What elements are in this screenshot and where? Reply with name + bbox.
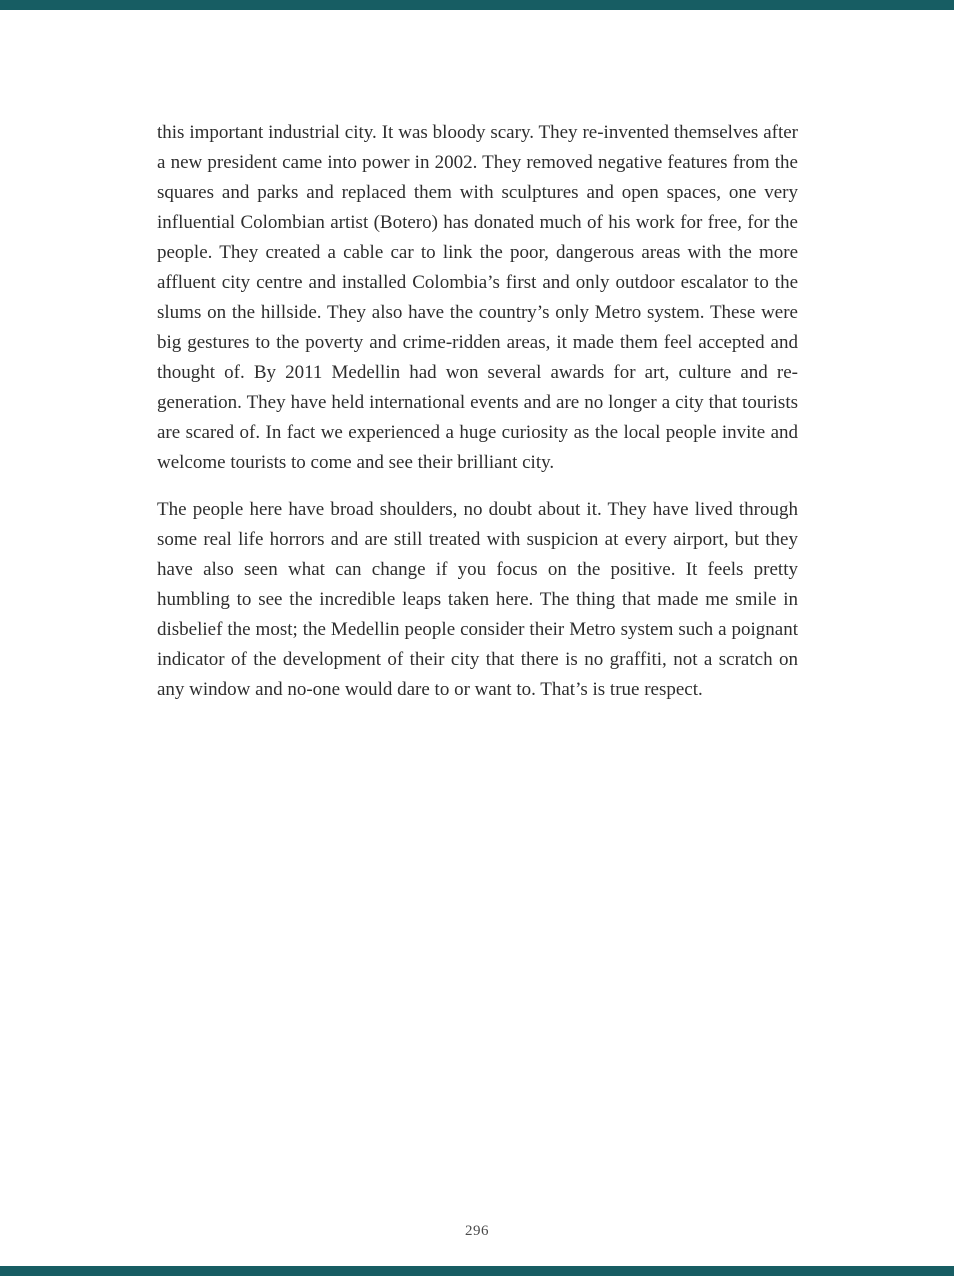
bottom-edge-bar (0, 1266, 954, 1276)
page-content (157, 118, 798, 705)
page-number: 296 (465, 1223, 489, 1239)
paragraph: The people here have broad shoulders, no doubt about it. They have lived through some real life horrors and are still treated with suspicion at every airport, but they have also seen what can change if you focus on the positive. It feels pretty humbling to see the incredible leaps taken here. The thing that made me smile in disbelief the most; the Medellin people consider their Metro system such a poignant indicator of the development of their city that there is no graffiti, not a scratch on any window and no-one would dare to or want to. That’s is true respect. (157, 499, 798, 700)
paragraph: this important industrial city. It was bloody scary. They re-invented themselves after a new president came into power in 2002. They removed negative features from the squares and parks and replaced them with sculptures and open spaces, one very influential Colombian artist (Botero) has donated much of his work for free, for the people. They created a cable car to link the poor, dangerous areas with the more affluent city centre and installed Colombia’s first and only outdoor escalator to the slums on the hillside. They also have the country’s only Metro system. These were big gestures to the poverty and crime-ridden areas, it made them feel accepted and thought of. By 2011 Medellin had won several awards for art, culture and re-generation. They have held international events and are no longer a city that tourists are scared of. In fact we experienced a huge curiosity as the local people invite and welcome tourists to come and see their brilliant city. (157, 122, 798, 473)
top-edge-bar (0, 0, 954, 10)
